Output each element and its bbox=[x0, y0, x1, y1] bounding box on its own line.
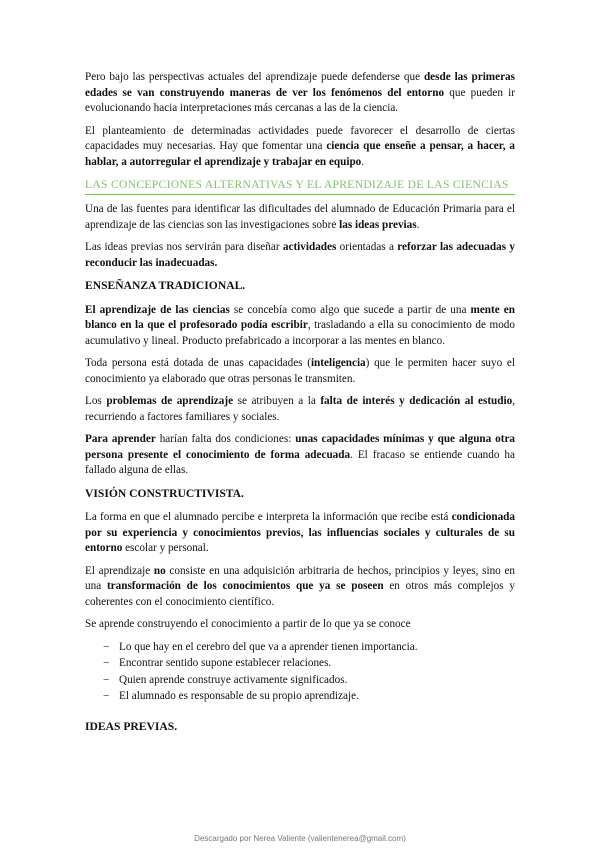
paragraph-para-aprender bbox=[85, 432, 515, 479]
bold-text: Para aprender bbox=[85, 433, 156, 445]
bold-text: desde las primeras edades se van construyendo maneras de ver los fenómenos del entorno bbox=[85, 71, 516, 99]
bold-text: condicionada por su experiencia y conocimientos previos, las influencias sociales y culturales de su entorno bbox=[85, 511, 515, 554]
bold-text: inteligencia bbox=[310, 357, 366, 369]
text: Pero bajo las perspectivas actuales del aprendizaje puede defenderse que bbox=[85, 71, 424, 83]
text: escolar y personal. bbox=[122, 542, 209, 554]
text: , trasladando a ella su conocimiento de modo acumulativo y lineal. Producto prefabricado a incorporar a las mentes en blanco. bbox=[85, 319, 515, 347]
text: El aprendizaje bbox=[85, 564, 154, 577]
text: se atribuyen a la bbox=[233, 395, 321, 407]
bold-text: transformación de los conocimientos que ya se poseen bbox=[106, 580, 384, 592]
download-footer: Descargado por Nerea Valiente (valientenerea@gmail.com) bbox=[194, 834, 406, 843]
text: Una de las fuentes para identificar las dificultades del alumnado de Educación Primaria para el aprendizaje de las ciencias son las investigaciones sobre bbox=[85, 203, 515, 231]
text: , recurriendo a factores familiares y sociales. bbox=[85, 395, 515, 423]
dash-marker: − bbox=[103, 673, 110, 686]
dash-marker: − bbox=[103, 690, 110, 702]
text: consiste en una adquisición arbitraria de hechos, principios y leyes, sino en una bbox=[85, 564, 516, 592]
paragraph-planteamiento bbox=[85, 124, 515, 171]
list-item-text: Lo que hay en el cerebro del que va a aprender tienen importancia. bbox=[119, 640, 418, 653]
text: La forma en que el alumnado percibe e interpreta la información que recibe está bbox=[85, 511, 452, 523]
text: Toda persona está dotada de unas capacidades ( bbox=[85, 357, 311, 369]
paragraph-problemas bbox=[85, 394, 515, 425]
bold-text: problemas de aprendizaje bbox=[106, 395, 234, 407]
list-item-text: Encontrar sentido supone establecer relaciones. bbox=[119, 657, 332, 669]
heading-vision-constructivista: VISIÓN CONSTRUCTIVISTA. bbox=[85, 486, 244, 500]
list-item-text: Quien aprende construye activamente significados. bbox=[119, 673, 348, 686]
paragraph-forma-alumnado bbox=[85, 510, 515, 557]
paragraph-ideas-previas bbox=[85, 240, 515, 271]
text: El planteamiento de determinadas actividades puede favorecer el desarrollo de ciertas capacidades muy necesarias. Hay que fomentar una bbox=[85, 124, 515, 152]
list-item-text: El alumnado es responsable de su propio aprendizaje. bbox=[119, 690, 359, 702]
paragraph-fuentes bbox=[85, 202, 515, 233]
text: Los bbox=[85, 395, 107, 407]
text: en otros más complejos y coherentes con el conocimiento científico. bbox=[85, 580, 515, 608]
dash-marker: − bbox=[103, 657, 110, 669]
text: ) que le permiten hacer suyo el conocimiento ya elaborado que otras personas le transmiten. bbox=[85, 357, 515, 385]
bold-text: El aprendizaje de las ciencias bbox=[85, 303, 230, 316]
paragraph-aprendizaje-no bbox=[85, 564, 515, 611]
heading-ensenanza-tradicional: ENSEÑANZA TRADICIONAL. bbox=[85, 279, 246, 292]
text: que pueden ir evolucionando hacia interpretaciones más cercanas a las de la ciencia. bbox=[85, 86, 516, 114]
paragraph-perspectivas bbox=[85, 70, 515, 117]
list-item bbox=[85, 640, 515, 656]
document-body bbox=[85, 70, 515, 743]
list-item bbox=[85, 673, 515, 689]
text: . bbox=[361, 155, 365, 168]
text: harían falta dos condiciones: bbox=[155, 433, 296, 445]
text: Las ideas previas nos servirán para diseñar bbox=[85, 241, 283, 253]
bold-text: unas capacidades mínimas y que alguna otra persona presente el conocimiento de forma adecuada bbox=[85, 433, 515, 461]
paragraph-capacidades bbox=[85, 356, 515, 387]
paragraph-aprendizaje-ciencias bbox=[85, 303, 515, 350]
bold-text: mente en blanco en la que el profesorado podía escribir bbox=[85, 303, 515, 331]
list-item bbox=[85, 689, 515, 705]
bold-text: las ideas previas bbox=[339, 218, 417, 231]
bold-text: actividades bbox=[282, 241, 337, 253]
bold-text: reforzar las adecuadas y reconducir las inadecuadas. bbox=[85, 241, 515, 269]
dash-marker: − bbox=[103, 640, 110, 653]
text: se concebía como algo que sucede a partir de una bbox=[229, 303, 471, 316]
bold-text: ciencia que enseñe a pensar, a hacer, a hablar, a autorregular el aprendizaje y trabajar en equipo bbox=[85, 140, 515, 168]
paragraph-se-aprende: Se aprende construyendo el conocimiento a partir de lo que ya se conoce bbox=[85, 618, 411, 630]
bullet-list bbox=[85, 640, 515, 705]
text: . bbox=[416, 218, 420, 231]
section-title: LAS CONCEPCIONES ALTERNATIVAS Y EL APRENDIZAJE DE LAS CIENCIAS bbox=[85, 177, 515, 195]
list-item bbox=[85, 656, 515, 672]
bold-text: falta de interés y dedicación al estudio bbox=[320, 395, 513, 407]
bold-text: no bbox=[153, 564, 166, 577]
text: . El fracaso se entiende cuando ha fallado alguna de ellas. bbox=[85, 448, 515, 476]
heading-ideas-previas: IDEAS PREVIAS. bbox=[85, 719, 178, 733]
text: orientadas a bbox=[336, 241, 398, 253]
